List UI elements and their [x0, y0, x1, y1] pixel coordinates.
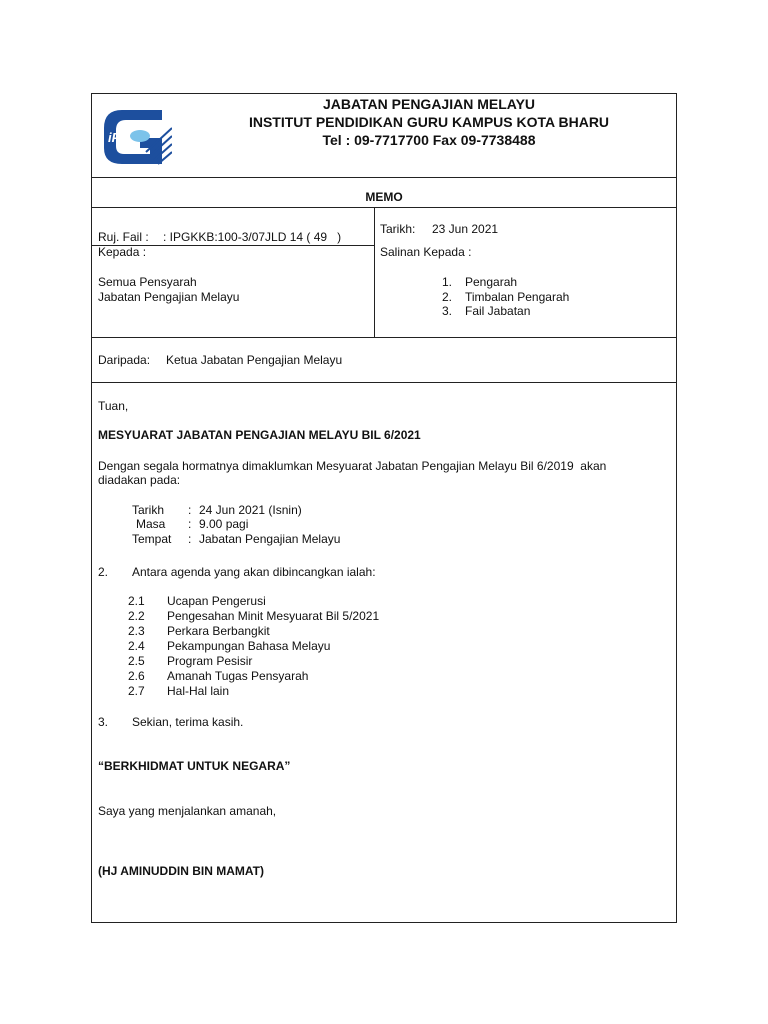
cc-item-3: Fail Jabatan	[465, 304, 531, 318]
detail-value-date: 24 Jun 2021 (Isnin)	[199, 503, 302, 517]
paragraph-3-text: Sekian, terima kasih.	[132, 715, 244, 729]
detail-label-date: Tarikh	[132, 503, 165, 517]
detail-label-place: Tempat	[132, 532, 172, 546]
agenda-num: 2.4	[128, 639, 145, 653]
signatory-name: (HJ AMINUDDIN BIN MAMAT)	[98, 864, 264, 878]
cc-item-1: Pengarah	[465, 275, 518, 289]
file-ref-label: Ruj. Fail :	[98, 230, 149, 244]
department-name: JABATAN PENGAJIAN MELAYU	[322, 96, 536, 112]
agenda-num: 2.7	[128, 684, 145, 698]
cc-num-3: 3.	[442, 304, 453, 318]
intro-line-1: Dengan segala hormatnya dimaklumkan Mesyuarat Jabatan Pengajian Melayu Bil 6/2019 akan	[98, 459, 607, 473]
to-label: Kepada :	[98, 245, 147, 259]
file-ref-value: : IPGKKB:100-3/07JLD 14 ( 49 )	[163, 230, 342, 244]
logo-text: iPG	[108, 130, 131, 145]
agenda-item: Pengesahan Minit Mesyuarat Bil 5/2021	[167, 609, 380, 623]
date-label: Tarikh:	[380, 222, 416, 236]
agenda-num: 2.6	[128, 669, 145, 683]
detail-colon: :	[188, 517, 192, 531]
memo-title-row	[92, 178, 676, 208]
salutation: Tuan,	[98, 399, 129, 413]
agenda-item: Pekampungan Bahasa Melayu	[167, 639, 331, 653]
ipg-logo	[100, 102, 172, 168]
memo-title: MEMO	[365, 190, 403, 204]
closing-line: Saya yang menjalankan amanah,	[98, 804, 277, 818]
agenda-num: 2.2	[128, 609, 145, 623]
intro-line-2: diadakan pada:	[98, 473, 181, 487]
from-value: Ketua Jabatan Pengajian Melayu	[166, 353, 343, 367]
paragraph-2-number: 2.	[98, 565, 109, 579]
agenda-item: Hal-Hal lain	[167, 684, 230, 698]
agenda-item: Perkara Berbangkit	[167, 624, 270, 638]
agenda-num: 2.5	[128, 654, 145, 668]
institute-name: INSTITUT PENDIDIKAN GURU KAMPUS KOTA BHARU	[248, 114, 610, 130]
agenda-num: 2.3	[128, 624, 145, 638]
detail-colon: :	[188, 503, 192, 517]
detail-value-time: 9.00 pagi	[199, 517, 249, 531]
from-label: Daripada:	[98, 353, 151, 367]
detail-label-time: Masa	[136, 517, 166, 531]
agenda-num: 2.1	[128, 594, 145, 608]
to-line-1: Semua Pensyarah	[98, 275, 197, 289]
from-section	[92, 338, 676, 383]
detail-colon: :	[188, 532, 192, 546]
cc-num-1: 1.	[442, 275, 453, 289]
paragraph-3-number: 3.	[98, 715, 109, 729]
detail-value-place: Jabatan Pengajian Melayu	[199, 532, 341, 546]
agenda-item: Ucapan Pengerusi	[167, 594, 266, 608]
motto: “BERKHIDMAT UNTUK NEGARA”	[98, 759, 291, 773]
cc-label: Salinan Kepada :	[380, 245, 472, 259]
memo-header	[92, 94, 676, 178]
column-divider	[374, 208, 375, 338]
date-value: 23 Jun 2021	[432, 222, 499, 236]
paragraph-2-text: Antara agenda yang akan dibincangkan ialah:	[132, 565, 376, 579]
contact-numbers: Tel : 09-7717700 Fax 09-7738488	[322, 132, 536, 148]
to-line-2: Jabatan Pengajian Melayu	[98, 290, 240, 304]
memo-document	[91, 93, 677, 923]
agenda-item: Program Pesisir	[167, 654, 253, 668]
reference-section	[92, 208, 676, 338]
cc-num-2: 2.	[442, 290, 453, 304]
agenda-item: Amanah Tugas Pensyarah	[167, 669, 309, 683]
cc-item-2: Timbalan Pengarah	[465, 290, 570, 304]
memo-subject: MESYUARAT JABATAN PENGAJIAN MELAYU BIL 6/2021	[98, 428, 421, 442]
